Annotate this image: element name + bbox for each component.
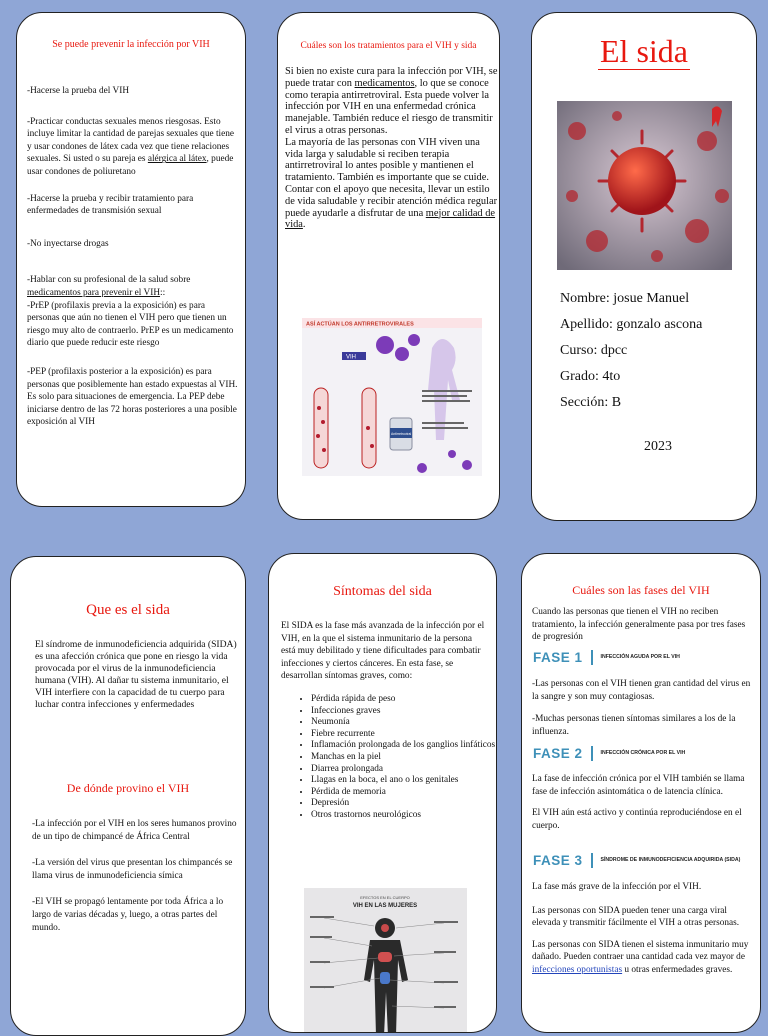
phases-intro: Cuando las personas que tienen el VIH no reciben tratamiento, la infección generalmente pasa por tres fases de progresión bbox=[532, 607, 746, 643]
phase-2-paragraph: El VIH aún está activo y continúa reproduciéndose en el cuerpo. bbox=[532, 808, 742, 831]
list-item: • Neumonía bbox=[311, 717, 497, 729]
student-name: Nombre: josue Manuel bbox=[560, 291, 690, 306]
origin-item: -El VIH se propagó lentamente por toda África a lo largo de varias décadas y, luego, a otras partes del mundo. bbox=[32, 897, 224, 933]
treatments-title: Cuáles son los tratamientos para el VIH y sida bbox=[300, 41, 477, 51]
phase-3-number: FASE 3 bbox=[533, 852, 583, 868]
list-item: • Llagas en la boca, el ano o los genitales bbox=[311, 775, 497, 787]
phase-1-header bbox=[533, 649, 745, 665]
figure-title: VIH EN LAS MUJERES bbox=[352, 903, 418, 909]
origin-item: -La versión del virus que presentan los chimpancés se llama virus de inmunodeficiencia símica bbox=[32, 858, 233, 881]
list-item: • Pérdida rápida de peso bbox=[311, 694, 497, 706]
phases-title: Cuáles son las fases del VIH bbox=[572, 583, 710, 597]
list-item: • Pérdida de memoria bbox=[311, 787, 497, 799]
origin-title: De dónde provino el VIH bbox=[66, 781, 190, 795]
body-illustration bbox=[304, 888, 467, 1033]
panel-treatments bbox=[277, 12, 500, 520]
cover-title: El sida bbox=[600, 33, 688, 69]
prevention-title: Se puede prevenir la infección por VIH bbox=[52, 39, 210, 50]
prevention-item: -Practicar conductas sexuales menos riesgosas. Esto incluye limitar la cantidad de parejas sexuales que tiene y usar condones de látex cada vez que tiene relaciones sexuales. Si usted o su pareja es alérgica al látex, puede usar condones de poliuretano bbox=[27, 116, 235, 177]
panel-symptoms bbox=[268, 553, 497, 1033]
treatments-text bbox=[285, 66, 498, 231]
list-item: • Inflamación prolongada de los ganglios linfáticos bbox=[311, 740, 497, 752]
hiv-medication-link[interactable]: medicamentos para prevenir el VIH bbox=[27, 287, 161, 298]
symptoms-intro: El SIDA es la fase más avanzada de la infección por el VIH, en la que el sistema inmunitario de la persona está muy debilitado y tiene dificultades para combatir infecciones y ciertos cánceres. En esta fase, se desarrollan síntomas graves, como: bbox=[281, 621, 485, 682]
origin-item: -La infección por el VIH en los seres humanos provino de un tipo de chimpancé de África Central bbox=[32, 819, 237, 842]
phase-2-text bbox=[532, 773, 754, 832]
student-lastname: Apellido: gonzalo ascona bbox=[560, 317, 703, 332]
phase-2-number: FASE 2 bbox=[533, 745, 583, 761]
list-item: • Depresión bbox=[311, 798, 497, 810]
origin-text bbox=[32, 818, 242, 934]
student-course: Curso: dpcc bbox=[560, 343, 628, 358]
prevention-item: -No inyectarse drogas bbox=[27, 238, 109, 249]
bottle-label: Antirretroviral bbox=[391, 432, 412, 436]
phase-3-header bbox=[533, 852, 745, 868]
phase-1-label: INFECCIÓN AGUDA POR EL VIH bbox=[600, 654, 680, 660]
prevention-item: -Hacerse la prueba y recibir tratamiento para enfermedades de transmisión sexual bbox=[27, 193, 194, 217]
list-item: • Manchas en la piel bbox=[311, 752, 497, 764]
phase-1-paragraph: -Las personas con el VIH tienen gran cantidad del virus en la sangre y son muy contagiosas. bbox=[532, 679, 751, 702]
opportunistic-infections-link[interactable]: infecciones oportunistas bbox=[532, 964, 623, 975]
phase-3-text bbox=[532, 881, 754, 977]
treatment-paragraph: Si bien no existe cura para la infección por VIH, se puede tratar con medicamentos, lo que se conoce como terapia antirretroviral. Esta puede volver la infección por VIH en una enfermedad crónica manejable. También reduce el riesgo de transmitir el virus a otras personas. bbox=[285, 66, 498, 136]
prevention-item: -Hacerse la prueba del VIH bbox=[27, 86, 130, 96]
list-item: • Infecciones graves bbox=[311, 706, 497, 718]
hiv-badge: VIH bbox=[346, 354, 357, 361]
phase-2-header bbox=[533, 745, 745, 761]
prevention-item: -Hablar con su profesional de la salud sobre medicamentos para prevenir el VIH:: bbox=[27, 275, 191, 298]
antiretroviral-infographic bbox=[302, 318, 482, 476]
student-section: Sección: B bbox=[560, 395, 622, 410]
symptoms-title: Síntomas del sida bbox=[333, 584, 432, 599]
treatment-paragraph: La mayoría de las personas con VIH viven una vida larga y saludable si reciben terapia antirretroviral lo antes posible y mantienen el tratamiento. También es importante que se cuide. Contar con el apoyo que necesita, llevar un estilo de vida saludable y recibir atención médica regular puede ayudarle a disfrutar de una mejor calidad de vida. bbox=[285, 136, 498, 231]
virus-illustration bbox=[557, 101, 732, 270]
symptoms-list bbox=[281, 694, 497, 822]
panel-cover bbox=[531, 12, 757, 521]
what-is-aids-title: Que es el sida bbox=[86, 602, 170, 618]
student-grade: Grado: 4to bbox=[560, 369, 621, 384]
phase-3-paragraph: Las personas con SIDA tienen el sistema inmunitario muy dañado. Pueden contraer una cantidad cada vez mayor de infecciones oportunistas u otras enfermedades graves. bbox=[532, 939, 749, 975]
phase-3-paragraph: Las personas con SIDA pueden tener una carga viral elevada y transmitir fácilmente el VIH a otras personas. bbox=[532, 905, 740, 929]
phase-2-paragraph: La fase de infección crónica por el VIH también se llama fase de infección asintomática o de latencia clínica. bbox=[532, 774, 745, 797]
panel-phases bbox=[521, 553, 761, 1033]
body-effects-figure bbox=[304, 888, 467, 1033]
prevention-item: -PEP (profilaxis posterior a la exposición) es para personas que posiblemente han estado expuestas al VIH. Es solo para situaciones de emergencia. La PEP debe iniciarse dentro de las 72 horas posteriores a una posible exposición al VIH bbox=[27, 366, 238, 428]
panel-what-is-aids bbox=[10, 556, 246, 1036]
panel-prevention bbox=[16, 12, 246, 507]
what-is-aids-text: El síndrome de inmunodeficiencia adquirida (SIDA) es una afección crónica que pone en riesgo la vida provocada por el virus de la inmunodeficiencia humana (VIH). Al dañar tu sistema inmunitario, el VIH interfiere con la capacidad de tu cuerpo para luchar contra infecciones y enfermedades bbox=[35, 639, 237, 710]
cover-year: 2023 bbox=[644, 439, 672, 454]
quality-of-life-link[interactable]: mejor calidad de vida bbox=[285, 207, 496, 231]
phase-3-paragraph: La fase más grave de la infección por el VIH. bbox=[532, 882, 702, 892]
list-item: • Fiebre recurrente bbox=[311, 729, 497, 741]
infographic-header: ASÍ ACTÚAN LOS ANTIRRETROVIRALES bbox=[306, 321, 414, 328]
prevention-item: -PrEP (profilaxis previa a la exposición) es para personas que aún no tienen el VIH pero que tienen un riesgo muy alto de contraerlo. PrEP es un medicamento diario que puede reducir este riesgo bbox=[27, 300, 234, 349]
phase-1-number: FASE 1 bbox=[533, 649, 583, 665]
antiretroviral-illustration bbox=[302, 318, 482, 476]
phase-3-label: SÍNDROME DE INMUNODEFICIENCIA ADQUIRIDA (SIDA) bbox=[600, 857, 741, 863]
figure-caption: EFECTOS EN EL CUERPO bbox=[360, 895, 410, 900]
prevention-text bbox=[27, 85, 239, 429]
latex-allergy-link[interactable]: alérgica al látex bbox=[147, 154, 207, 165]
phase-1-paragraph: -Muchas personas tienen síntomas similares a los de la influenza. bbox=[532, 714, 736, 737]
list-item: • Diarrea prolongada bbox=[311, 764, 497, 776]
medications-link[interactable]: medicamentos bbox=[354, 77, 415, 89]
phase-1-text bbox=[532, 678, 754, 738]
student-info bbox=[560, 291, 702, 421]
virus-image bbox=[557, 101, 732, 270]
list-item: • Otros trastornos neurológicos bbox=[311, 810, 497, 822]
phase-2-label: INFECCIÓN CRÓNICA POR EL VIH bbox=[600, 750, 686, 756]
